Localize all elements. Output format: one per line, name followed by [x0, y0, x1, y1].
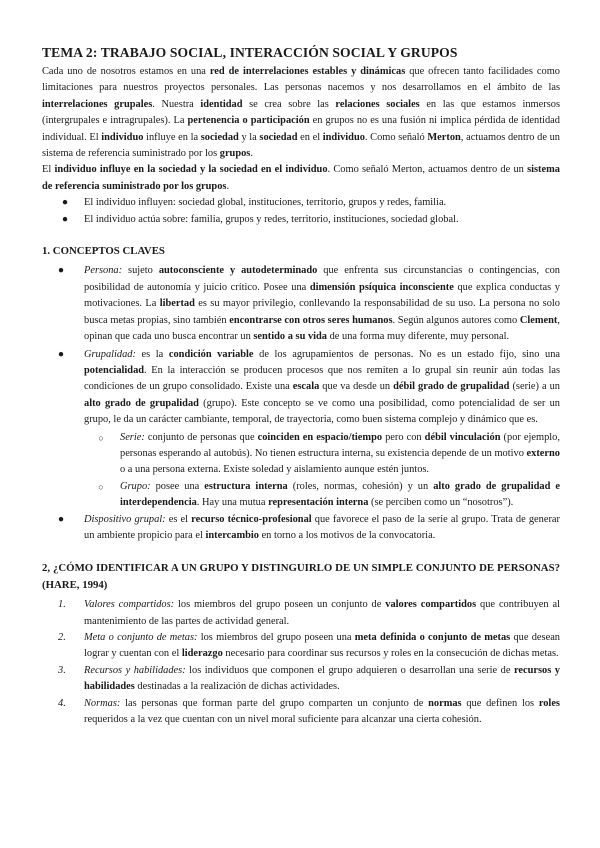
text-run: posee una — [150, 480, 205, 492]
italic-term: Grupalidad: — [84, 348, 136, 360]
list-item — [42, 696, 560, 729]
italic-term: Serie: — [120, 431, 145, 443]
text-run: los miembros del grupo poseen un conjunto de — [174, 599, 386, 611]
text-run: influye en la — [143, 131, 201, 143]
bold-text: sociedad — [259, 131, 298, 143]
section-heading-identificar-grupo: 2, ¿CÓMO IDENTIFICAR A UN GRUPO Y DISTINGUIRLO DE UN SIMPLE CONJUNTO DE PERSONAS? (HARE, 1994) — [42, 562, 560, 591]
concept-serie — [42, 430, 560, 479]
bold-text: sentido a su vida — [253, 331, 327, 343]
text-run: . — [226, 180, 230, 192]
italic-term: Normas: — [84, 697, 121, 709]
bold-text: normas — [428, 697, 462, 709]
intro-paragraph — [42, 64, 560, 162]
bold-text: relaciones sociales — [335, 98, 420, 110]
concept-text — [84, 265, 560, 342]
text-run: conjunto de personas que — [144, 431, 258, 443]
section-heading-conceptos: 1. CONCEPTOS CLAVES — [42, 245, 165, 258]
bold-text: individuo — [101, 131, 144, 143]
list-item — [42, 630, 560, 663]
text-run: El — [42, 164, 55, 176]
italic-term: Valores compartidos: — [84, 599, 175, 611]
list-number: 1. — [58, 599, 66, 611]
list-item — [42, 597, 560, 630]
text-run: o a una persona externa. Existe soledad y aislamiento aunque estén juntos. — [120, 464, 430, 476]
italic-term: Recursos y habilidades: — [84, 664, 186, 676]
intro-bullet-list — [42, 195, 560, 228]
text-run: que explica conductas y motivaciones. La — [84, 281, 560, 310]
bullet-icon: ● — [61, 197, 69, 209]
text-run: , opinan que cada uno busca encontrar un — [84, 314, 560, 343]
concept-grupalidad — [42, 347, 560, 429]
document-title: TEMA 2: TRABAJO SOCIAL, INTERACCIÓN SOCIAL Y GRUPOS — [42, 45, 458, 60]
text-run: en el — [297, 131, 323, 143]
text-run: requeridos a la vez que cuentan con un nivel moral suficiente para alcanzar una cierta cohesión. — [84, 714, 482, 726]
bold-text: individuo influye en la sociedad y la sociedad en el individuo — [54, 164, 328, 176]
text-run: los individuos que componen el grupo adquieren o desarrollan una serie de — [185, 664, 514, 676]
text-run: . En la interacción se producen procesos que nos remiten a lo grupal sin reunir aún todas las condiciones de un grupo consolidado. Existe una — [84, 364, 560, 393]
bold-text: débil grado de grupalidad — [393, 381, 510, 393]
bullet-icon: ● — [57, 513, 65, 525]
text-run: que definen los — [461, 697, 539, 709]
text-run: que desean lograr y cuentan con el — [84, 632, 560, 660]
list-item-text — [84, 599, 560, 626]
bold-text: sistema de referencia suministrado por los grupos — [42, 164, 560, 192]
intro-paragraph-2 — [42, 162, 560, 195]
bold-text: escala — [292, 381, 320, 393]
text-run: . — [250, 148, 253, 160]
bold-text: autoconsciente y autodeterminado — [158, 265, 318, 277]
list-item-text — [84, 632, 560, 659]
list-item-text: El individuo influyen: sociedad global, instituciones, territorio, grupos y redes, familia. — [84, 197, 447, 209]
italic-term: Persona: — [84, 265, 123, 277]
text-run: de una forma muy diferente, muy personal. — [327, 331, 510, 343]
concept-grupo — [42, 479, 560, 512]
text-run: (se perciben como un “nosotros”). — [368, 497, 514, 509]
text-run: es la — [135, 348, 169, 360]
bold-text: representación interna — [268, 497, 369, 509]
list-item-text — [84, 665, 560, 692]
text-run: de los agrupamientos de personas. No es un estado fijo, sino una — [253, 348, 561, 360]
text-run: . Como señaló Merton, actuamos dentro de un — [327, 164, 528, 176]
text-run: en las que estamos inmersos (intergrupales e intragrupales). La — [42, 98, 560, 127]
list-number: 2. — [58, 632, 66, 643]
text-run: en grupos no es una fusión ni implica pérdida de identidad individual. El — [42, 115, 560, 143]
bold-text: estructura interna — [204, 480, 288, 492]
list-number: 4. — [58, 697, 66, 709]
text-run: los miembros del grupo poseen una — [197, 632, 355, 643]
bold-text: valores compartidos — [385, 599, 477, 611]
circle-bullet-icon: ○ — [98, 432, 104, 443]
text-run: en torno a los motivos de la convocatoria. — [258, 529, 436, 541]
bold-text: meta definida o conjunto de metas — [354, 632, 511, 643]
bold-text: dimensión psíquica inconsciente — [309, 281, 454, 293]
bullet-icon: ● — [61, 213, 69, 225]
bold-text: potencialidad — [84, 364, 145, 376]
concept-text — [120, 432, 560, 476]
concept-persona — [42, 263, 560, 345]
bold-text: red de interrelaciones estables y dinámicas — [209, 66, 406, 77]
text-run: es el — [165, 513, 192, 525]
concept-text — [84, 349, 560, 426]
text-run: pero con — [382, 431, 425, 443]
text-run: es su mayor privilegio, conllevando la responsabilidad de su uso. La persona no solo busca metas propias, sino también — [84, 298, 560, 326]
text-run: . Según algunos autores como — [392, 314, 520, 326]
italic-term: Meta o conjunto de metas: — [84, 632, 198, 643]
list-number: 3. — [58, 664, 66, 676]
bold-text: externo — [526, 447, 560, 459]
bold-text: grupos — [219, 148, 251, 160]
text-run: , actuamos dentro de un sistema de referencia suministrado por los — [42, 131, 560, 160]
bold-text: recursos y habilidades — [84, 664, 560, 693]
text-run: (por ejemplo, personas esperando al autobús). No tienen estructura interna, su existencia depende de un motivo — [120, 431, 560, 459]
bold-text: débil vinculación — [424, 431, 501, 443]
text-run: las personas que forman parte del grupo comparten un conjunto de — [120, 697, 429, 709]
concept-text — [84, 514, 560, 541]
list-item-text — [84, 698, 560, 725]
list-item-text: El individuo actúa sobre: familia, grupos y redes, territorio, instituciones, sociedad global. — [84, 213, 459, 225]
text-run: . Como señaló — [364, 131, 428, 143]
bold-text: Clement — [519, 314, 558, 326]
text-run: (roles, normas, cohesión) y un — [287, 480, 434, 492]
concept-sublist — [42, 430, 560, 512]
text-run: que ofrecen tanto facilidades como limitaciones para nuestros proyectos personales. Las personas nacemos y nos desarrollamos en el ámbito de las — [42, 66, 560, 94]
concept-text — [120, 481, 560, 508]
text-run: (grupo). Este concepto se ve como una posibilidad, como potencialidad de ser un grupo, le da un carácter cambiante, temporal, de trayectoria, como buen sistema complejo y dinámico que es. — [84, 397, 560, 426]
italic-term: Dispositivo grupal: — [84, 513, 166, 525]
bold-text: Merton — [427, 131, 461, 143]
text-run: que contribuyen al mantenimiento de las partes de actividad general. — [84, 599, 560, 627]
list-item — [42, 212, 560, 228]
concept-list-end — [42, 512, 560, 545]
italic-term: Grupo: — [120, 480, 151, 492]
circle-bullet-icon: ○ — [98, 481, 104, 492]
bold-text: interrelaciones grupales — [42, 98, 153, 110]
bold-text: individuo — [322, 131, 365, 143]
bold-text: libertad — [159, 298, 195, 310]
bold-text: alto grado de grupalidad — [84, 397, 199, 409]
bold-text: identidad — [200, 98, 243, 110]
text-run: Cada uno de nosotros estamos en una — [42, 66, 210, 77]
bold-text: alto grado de grupalidad e interdependencia — [120, 480, 560, 509]
bold-text: sociedad — [200, 131, 239, 143]
text-run: necesario para coordinar sus recursos y roles en la consecución de dichas metas. — [222, 648, 559, 660]
bullet-icon: ● — [57, 265, 65, 277]
text-run: que enfrenta sus circunstancias o contingencias, con posibilidad de autonomía y juicio crítico. Posee una — [84, 265, 561, 293]
text-run: se crea sobre las — [242, 98, 336, 110]
bold-text: recurso técnico-profesional — [191, 513, 312, 525]
text-run: destinadas a la realización de dichas actividades. — [134, 681, 340, 693]
list-item — [42, 663, 560, 696]
text-run: . Hay una mutua — [196, 497, 269, 509]
text-run: . Nuestra — [152, 98, 201, 110]
bold-text: liderazgo — [181, 648, 223, 660]
bullet-icon: ● — [57, 348, 65, 360]
criteria-list — [42, 597, 560, 728]
bold-text: intercambio — [205, 529, 259, 541]
bold-text: coinciden en espacio/tiempo — [257, 431, 383, 443]
concept-dispositivo-grupal — [42, 512, 560, 545]
text-run: y la — [238, 131, 260, 143]
bold-text: pertenencia o participación — [187, 115, 310, 127]
text-run: sujeto — [122, 265, 159, 277]
text-run: (serie) a un — [509, 381, 560, 393]
bold-text: roles — [538, 697, 560, 709]
text-run: que favorece el paso de la serie al grupo. Trata de generar un ambiente propicio para el — [84, 513, 561, 541]
bold-text: encontrarse con otros seres humanos — [229, 314, 393, 326]
text-run: que va desde un — [319, 381, 394, 393]
list-item — [42, 195, 560, 211]
concept-list — [42, 263, 560, 428]
bold-text: condición variable — [168, 348, 254, 360]
